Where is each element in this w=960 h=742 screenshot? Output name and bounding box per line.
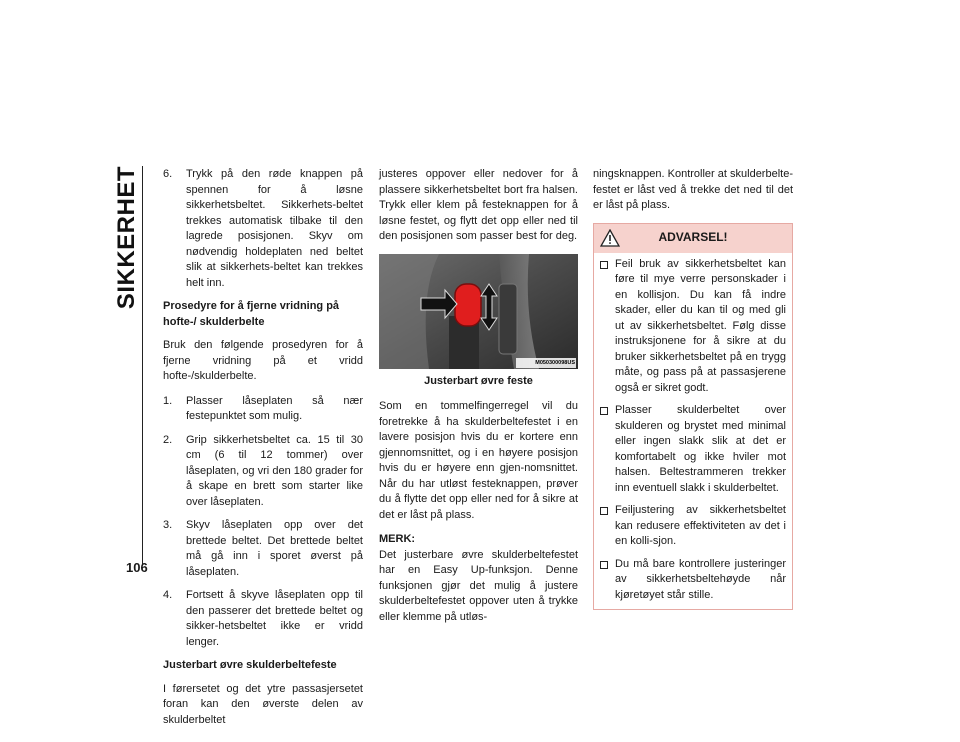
body-paragraph: I førersetet og det ytre passasjersetet foran kan den øverste delen av skulderbeltet [163,682,363,726]
warning-header [594,224,792,253]
procedure-steps [163,394,363,651]
list-text: Grip sikkerhetsbeltet ca. 15 til 30 cm (6 til 12 tommer) over låseplaten, og vri den 180 grader for å skape en brett som starter like over låseplaten. [186,433,363,508]
column-2 [379,167,578,625]
side-divider [142,166,143,564]
note-text: Det justerbare øvre skulderbeltefestet har en Easy Up-funksjon. Denne funksjonen gjør det mulig å justere skulderbeltefestet oppover uten å trykke eller klemme på utløs- [379,548,578,623]
warning-triangle-icon [600,229,620,247]
page-number: 106 [126,560,148,575]
warning-text: Plasser skulderbeltet over skulderen og brystet med minimal eller ingen slakk slik at det er komfortabelt og ikke hviler mot halsen. Beltestrammeren trekker inn eventuell slakk i skulderbeltet. [615,404,786,494]
warning-item [600,557,786,604]
warning-text: Feiljustering av sikkerhetsbeltet kan redusere effektiviteten av det i en kolli-sjon. [615,504,786,547]
section-side-tab [114,166,140,546]
warning-body [594,253,792,610]
anchor-figure [379,254,578,369]
column-1 [163,167,363,737]
body-paragraph: justeres oppover eller nedover for å plassere sikkerhetsbeltet bort fra halsen. Trykk eller klem på festeknappen for å løsne festet, og flytt det opp eller ned til den posisjonen som passer best for deg. [379,168,578,242]
list-text: Trykk på den røde knappen på spennen for å løsne sikkerhetsbeltet. Sikkerhets-beltet trekkes automatisk tilbake til den lagrede posisjonen. Skyv om nødvendig holdeplaten ned beltet slik at sikkerhets-beltet kan trekkes helt inn. [186,168,363,289]
list-item [163,433,363,511]
list-text: Skyv låseplaten opp over det brettede beltet. Det brettede beltet må gå inn i sporet øverst på låseplaten. [186,519,363,578]
list-number: 4. [163,589,173,601]
checkbox-bullet-icon [600,507,608,515]
warning-text: Du må bare kontrollere justeringer av sikkerhetsbeltehøyde når kjøretøyet står stille. [615,557,786,601]
note-label: MERK: [379,533,416,545]
list-item-6 [163,167,363,291]
column-3 [593,167,793,610]
checkbox-bullet-icon [600,407,608,415]
warning-box [593,223,793,611]
warning-item [600,257,786,397]
release-button [455,284,481,326]
list-number: 6. [163,168,173,180]
warning-item [600,503,786,550]
figure-caption: Justerbart øvre feste [424,374,533,387]
figure-code: M050300098US [535,359,575,366]
list-item [163,588,363,650]
list-number: 1. [163,394,173,407]
warning-item [600,403,786,496]
checkbox-bullet-icon [600,261,608,269]
body-paragraph: Som en tommelfingerregel vil du foretrekke å ha skulderbeltefestet i en lavere posisjon hvis du er kortere enn gjennomsnittet, og i en høyere posisjon hvis du er høyere enn gjen-nomsnittet. Når du har utløst festeknappen, prøver du å flytte det opp eller ned for å sikre at det er låst på plass. [379,400,578,521]
list-text: Fortsett å skyve låseplaten opp til den passerer det brettede beltet og sikker-hetsbeltet ikke er vridd lenger. [186,589,363,648]
seatbelt-anchor-illustration [379,254,578,369]
heading-upper-anchor: Justerbart øvre skulderbeltefeste [163,659,337,671]
heading-twist-procedure: Prosedyre for å fjerne vridning på hofte-/ skulderbelte [163,300,340,328]
section-title: SIKKERHET [113,166,140,310]
warning-title: ADVARSEL! [658,230,728,245]
list-item [163,394,363,425]
warning-text: Feil bruk av sikkerhetsbeltet kan føre til mye verre personskader i en kollisjon. Du kan få indre skader, eller du kan til og med gli ut av sikkerhetsbeltet. Følg disse instruksjonene for å sikre at du bruker sikkerhetsbeltet på en trygg måte, og pass på at passasjerene også er sikret godt. [615,257,786,394]
list-item [163,518,363,580]
list-number: 2. [163,433,173,446]
body-paragraph: ningsknappen. Kontroller at skulderbelte-festet er låst ved å trekke det ned til det er låst på plass. [593,168,793,211]
intro-paragraph: Bruk den følgende prosedyren for å fjerne vridning på et vridd hofte-/skulderbelte. [163,339,363,382]
list-text: Plasser låseplaten så nær festepunktet som mulig. [186,394,363,422]
checkbox-bullet-icon [600,561,608,569]
list-number: 3. [163,519,173,531]
